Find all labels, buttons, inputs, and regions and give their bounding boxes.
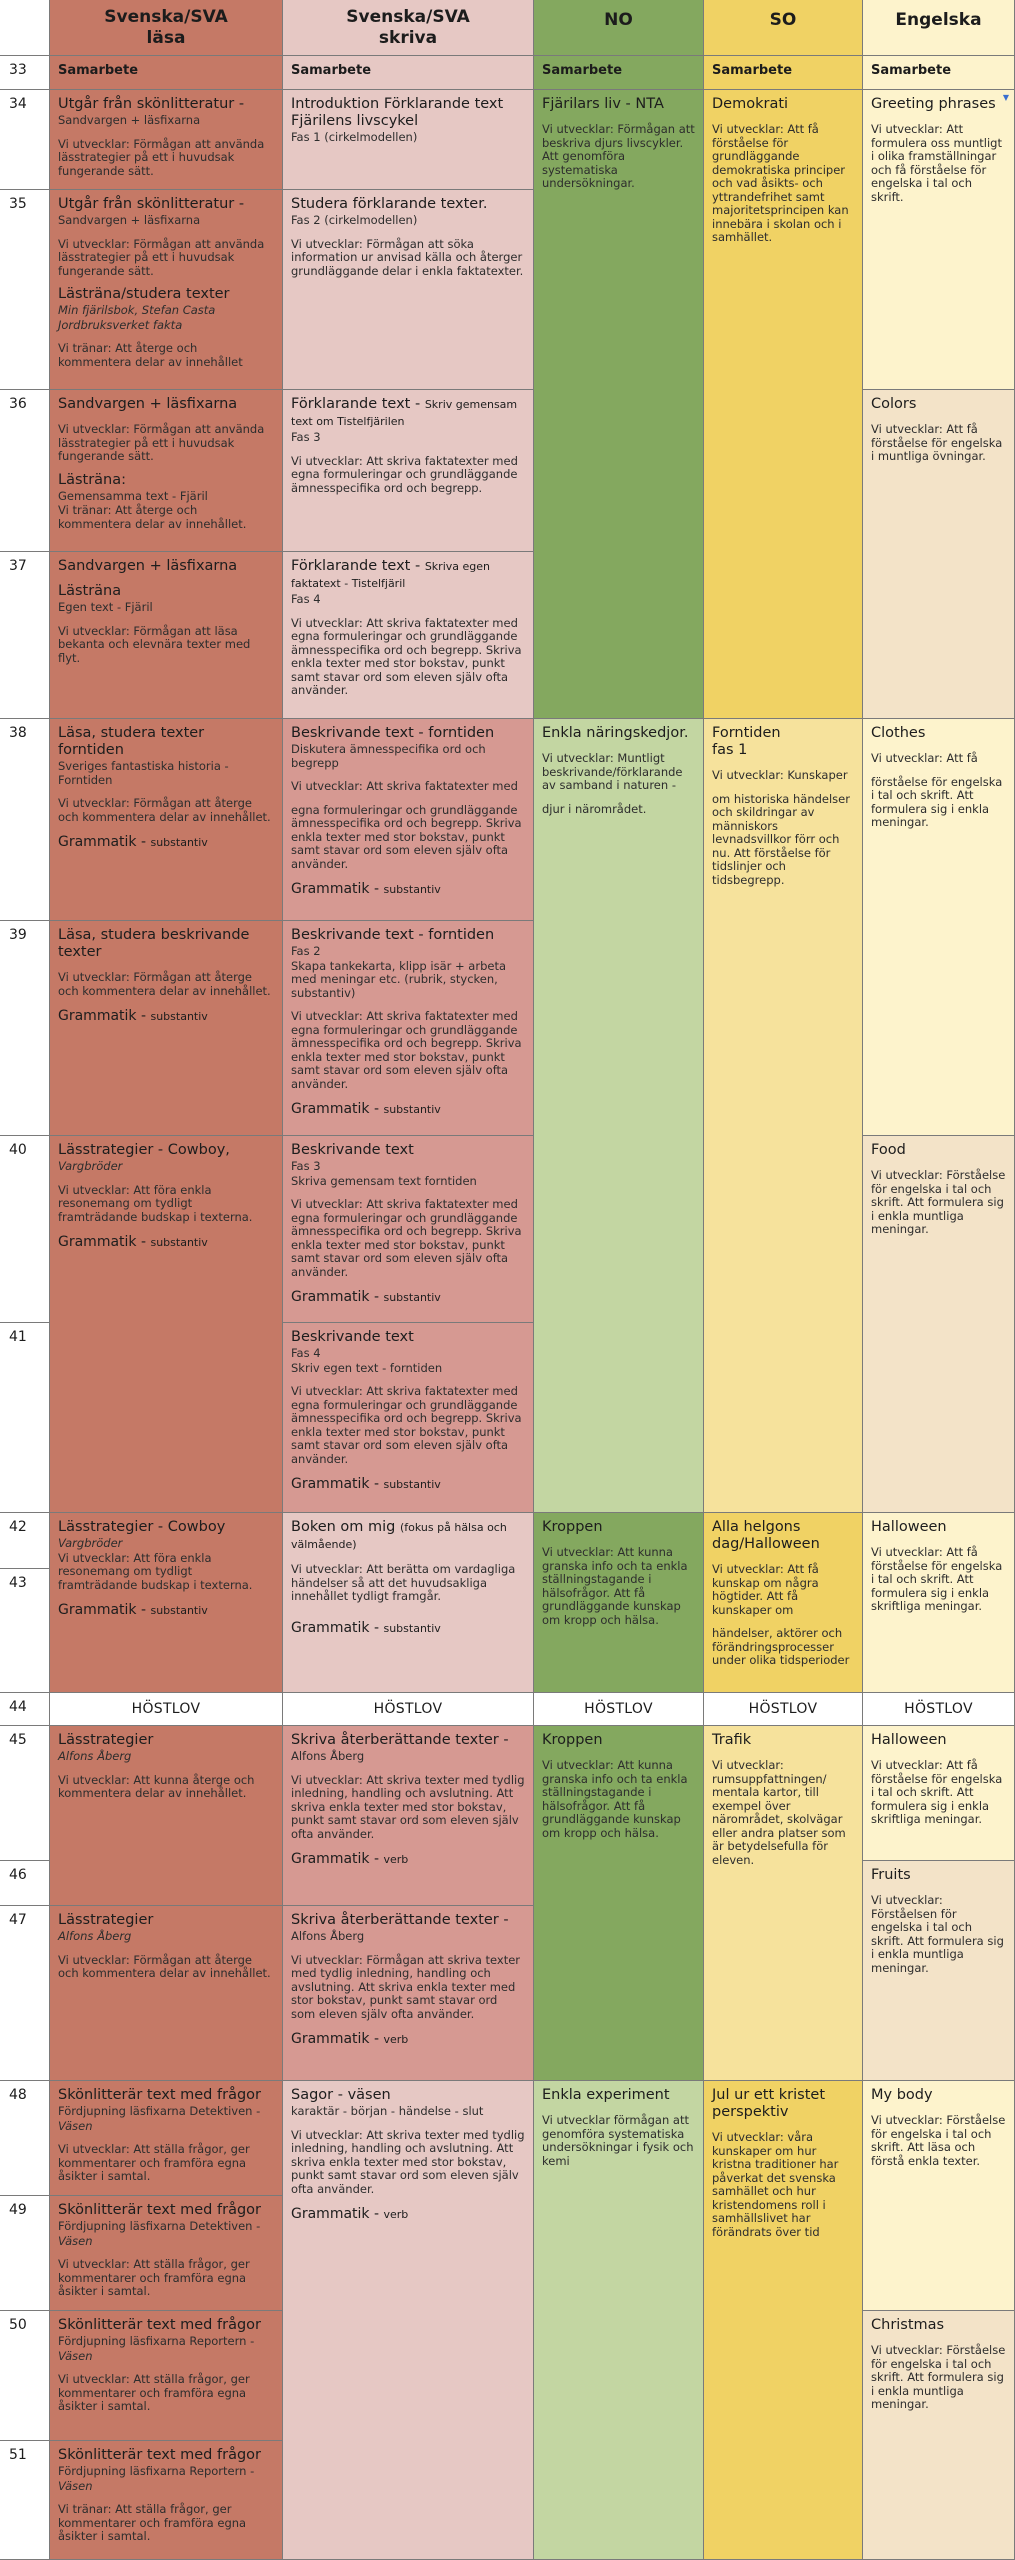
- sva-w45-src: Alfons Åberg: [58, 1749, 132, 1763]
- en-w42-desc: Vi utvecklar: Att få förståelse för engelska i tal och skrift. Att formulera sig i enkla skriftliga meningar.: [871, 1545, 1003, 1613]
- so-w48-title: Jul ur ett kristet perspektiv: [712, 2087, 825, 2120]
- sva-cell-w48[interactable]: [50, 2081, 283, 2196]
- week-36[interactable]: 36: [0, 390, 50, 552]
- sw-w47-src: Alfons Åberg: [291, 1929, 365, 1943]
- week-49[interactable]: 49: [0, 2196, 50, 2311]
- sva-cell-w36[interactable]: [50, 390, 283, 552]
- sw-w48-title: Sagor - väsen: [291, 2087, 391, 2103]
- en-w48-desc: Vi utvecklar: Förståelse för engelska i tal och skrift. Att läsa och förstå enkla texter.: [871, 2113, 1006, 2168]
- no-w34-title: Fjärilars liv - NTA: [542, 96, 664, 112]
- sva-w42-grammar: Grammatik -: [58, 1602, 147, 1618]
- en-w45-title: Halloween: [871, 1732, 947, 1748]
- no-cell-w38-41[interactable]: [534, 719, 704, 1513]
- sw-w36-title: Förklarande text -: [291, 396, 421, 412]
- sw-w40-grammar: Grammatik -: [291, 1289, 380, 1305]
- sw-cell-w37[interactable]: [283, 552, 534, 719]
- hostlov-no[interactable]: HÖSTLOV: [534, 1693, 704, 1726]
- sva-w37-sub2: Egen text - Fjäril: [58, 600, 153, 614]
- week-48[interactable]: 48: [0, 2081, 50, 2196]
- sva-cell-w51[interactable]: [50, 2441, 283, 2560]
- week-45[interactable]: 45: [0, 1726, 50, 1861]
- sva-w38-grammar-sub: substantiv: [150, 836, 208, 849]
- sw-w41-sub: Fas 4: [291, 1346, 321, 1360]
- sw-w35-desc: Vi utvecklar: Förmågan att söka information ur anvisad källa och återger grundläggande delar i enkla faktatexter.: [291, 236, 524, 278]
- sva-w40-grammar-sub: substantiv: [150, 1236, 208, 1249]
- sw-w36-title-sm: Skriv gemensam text om Tistelfjärilen: [291, 398, 518, 428]
- header-svenska-lasa-label: Svenska/SVA läsa: [104, 6, 228, 48]
- en-w48-title: My body: [871, 2087, 933, 2103]
- so-cell-w42-43[interactable]: [704, 1513, 863, 1693]
- sw-cell-w35[interactable]: [283, 190, 534, 390]
- sva-w50-sub: Fördjupning läsfixarna Reportern -: [58, 2334, 255, 2348]
- so-w45-title: Trafik: [712, 1732, 752, 1748]
- sw-cell-w39[interactable]: [283, 921, 534, 1136]
- sva-w38-title: Läsa, studera texter forntiden: [58, 725, 205, 758]
- sva-cell-w37[interactable]: [50, 552, 283, 719]
- sw-w41-sub2: Skriv egen text - forntiden: [291, 1360, 443, 1375]
- sva-w37-title: Sandvargen + läsfixarna: [58, 558, 238, 574]
- no-w38-desc: Vi utvecklar: Muntligt beskrivande/förklarande av samband i naturen -: [542, 751, 683, 792]
- sva-w51-desc: Vi tränar: Att ställa frågor, ger kommentarer och framföra egna åsikter i samtal.: [58, 2502, 247, 2543]
- sw-cell-w40[interactable]: [283, 1136, 534, 1323]
- sva-w45-title: Lässtrategier: [58, 1732, 154, 1748]
- week-43[interactable]: 43: [0, 1569, 50, 1693]
- sw-w39-grammar: Grammatik -: [291, 1101, 380, 1117]
- sw-w37-desc: Vi utvecklar: Att skriva faktatexter med egna formuleringar och grundläggande ämnesspecifika ord och begrepp. Skriva enkla texter med stor bokstav, punkt samt stavar ord som eleven själv ofta använder.: [291, 615, 522, 697]
- sw-w45-grammar-sub: verb: [383, 1853, 409, 1866]
- sva-w39-grammar-sub: substantiv: [150, 1010, 208, 1023]
- sva-w50-src: Väsen: [58, 2348, 93, 2363]
- no-w45-title: Kroppen: [542, 1732, 603, 1748]
- sw-w40-sub: Fas 3: [291, 1159, 321, 1173]
- en-w36-title: Colors: [871, 396, 917, 412]
- dropdown-arrow-icon[interactable]: ▼: [1002, 93, 1009, 102]
- sva-w51-src: Väsen: [58, 2478, 93, 2493]
- en-cell-w38-39[interactable]: [863, 719, 1015, 1136]
- sw-cell-w48-51[interactable]: [283, 2081, 534, 2560]
- sva-w34-desc: Vi utvecklar: Förmågan att använda lässtrategier på ett i huvudsak fungerande sätt.: [58, 136, 265, 178]
- sw-w47-grammar: Grammatik -: [291, 2031, 380, 2047]
- sw-w39-grammar-sub: substantiv: [383, 1103, 441, 1116]
- en-w38-desc: Vi utvecklar: Att få: [871, 751, 978, 765]
- week-34[interactable]: 34: [0, 90, 50, 190]
- sva-w49-title: Skönlitterär text med frågor: [58, 2202, 261, 2218]
- sw-w36-desc: Vi utvecklar: Att skriva faktatexter med egna formuleringar och grundläggande ämnesspecifika ord och begrepp.: [291, 453, 518, 495]
- sw-w45-src: Alfons Åberg: [291, 1749, 365, 1763]
- en-w36-desc: Vi utvecklar: Att få förståelse för engelska i muntliga övningar.: [871, 422, 1003, 463]
- sva-w49-desc: Vi utvecklar: Att ställa frågor, ger kommentarer och framföra egna åsikter i samtal.: [58, 2257, 250, 2298]
- header-svenska-skriva[interactable]: [283, 0, 534, 56]
- week-35[interactable]: 35: [0, 190, 50, 390]
- sw-w41-desc: Vi utvecklar: Att skriva faktatexter med egna formuleringar och grundläggande ämnesspecifika ord och begrepp. Skriva enkla texter med stor bokstav, punkt samt stavar ord som eleven själv ofta använder.: [291, 1384, 522, 1466]
- sva-w48-src: Väsen: [58, 2118, 93, 2133]
- header-so-label: SO: [769, 10, 797, 30]
- sw-w42-title-sm: (fokus på hälsa och välmående): [291, 1521, 507, 1551]
- en-cell-w40-41[interactable]: [863, 1136, 1015, 1513]
- sva-w48-sub: Fördjupning läsfixarna Detektiven -: [58, 2104, 261, 2118]
- sva-w36-sub2: Gemensamma text - Fjäril: [58, 488, 208, 503]
- sva-w48-desc: Vi utvecklar: Att ställa frågor, ger kommentarer och framföra egna åsikter i samtal.: [58, 2142, 250, 2183]
- sva-cell-w35[interactable]: [50, 190, 283, 390]
- en-w46-title: Fruits: [871, 1867, 911, 1883]
- samarbete-so[interactable]: Samarbete: [704, 56, 863, 90]
- week-41[interactable]: 41: [0, 1323, 50, 1513]
- sva-w35-src2: Jordbruksverket fakta: [58, 317, 183, 332]
- so-w42-desc: Vi utvecklar: Att få kunskap om några högtider. Att få kunskaper om: [712, 1562, 819, 1617]
- sva-w40-src: Vargbröder: [58, 1159, 123, 1173]
- sw-w48-desc: Vi utvecklar: Att skriva texter med tydlig inledning, handling och avslutning. Att skriva enkla texter med stor bokstav, punkt samt stavar ord som eleven själv ofta använder.: [291, 2127, 525, 2196]
- sva-cell-w50[interactable]: [50, 2311, 283, 2441]
- so-cell-w38-41[interactable]: [704, 719, 863, 1513]
- sw-w37-title-sm: Skriva egen faktatext - Tistelfjäril: [291, 560, 490, 590]
- sw-w39-title: Beskrivande text - forntiden: [291, 927, 495, 943]
- week-38[interactable]: 38: [0, 719, 50, 921]
- no-cell-w42-43[interactable]: [534, 1513, 704, 1693]
- sw-w37-title: Förklarande text -: [291, 558, 421, 574]
- sva-w39-title: Läsa, studera beskrivande texter: [58, 927, 250, 960]
- sw-w45-grammar: Grammatik -: [291, 1851, 380, 1867]
- week-39[interactable]: 39: [0, 921, 50, 1136]
- sw-w41-title: Beskrivande text: [291, 1329, 414, 1345]
- sva-cell-w34[interactable]: [50, 90, 283, 190]
- no-w34-desc: Vi utvecklar: Förmågan att beskriva djurs livscykler. Att genomföra systematiska undersökningar.: [542, 122, 695, 190]
- en-cell-w45[interactable]: [863, 1726, 1015, 1861]
- header-svenska-lasa[interactable]: [50, 0, 283, 56]
- en-cell-w50-51[interactable]: [863, 2311, 1015, 2560]
- sva-w36-title2: Lästräna:: [58, 471, 127, 488]
- en-cell-w42-43[interactable]: [863, 1513, 1015, 1693]
- sva-w51-sub: Fördjupning läsfixarna Reportern -: [58, 2464, 255, 2478]
- so-w38-desc: Vi utvecklar: Kunskaper: [712, 768, 848, 782]
- sw-w40-grammar-sub: substantiv: [383, 1291, 441, 1304]
- sva-w39-grammar: Grammatik -: [58, 1008, 147, 1024]
- week-33[interactable]: 33: [0, 56, 50, 90]
- sw-w36-sub: Fas 3: [291, 430, 321, 444]
- sva-w34-sub: Sandvargen + läsfixarna: [58, 113, 201, 127]
- sw-w45-desc: Vi utvecklar: Att skriva texter med tydlig inledning, handling och avslutning. Att skriva enkla texter med stor bokstav, punkt samt stavar ord som eleven själv ofta använder.: [291, 1772, 525, 1841]
- sva-w47-title: Lässtrategier: [58, 1912, 154, 1928]
- sw-cell-w34[interactable]: [283, 90, 534, 190]
- so-cell-w48-51[interactable]: [704, 2081, 863, 2560]
- sva-w40-title: Lässtrategier - Cowboy,: [58, 1142, 230, 1158]
- sw-w42-grammar-sub: substantiv: [383, 1621, 441, 1635]
- sw-w47-desc: Vi utvecklar: Förmågan att skriva texter med tydlig inledning, handling och avslutning. Att skriva enkla texter med stor bokstav, punkt samt stavar ord som eleven själv ofta använder.: [291, 1952, 521, 2021]
- sva-w50-title: Skönlitterär text med frågor: [58, 2317, 261, 2333]
- sva-w49-src: Väsen: [58, 2233, 93, 2248]
- no-w42-title: Kroppen: [542, 1519, 603, 1535]
- sva-cell-w40-41[interactable]: [50, 1136, 283, 1513]
- sva-w37-title2: Lästräna: [58, 583, 122, 599]
- sva-w35-title: Utgår från skönlitteratur -: [58, 196, 245, 212]
- en-w34-desc: Vi utvecklar: Att formulera oss muntligt i olika framställningar och få förståelse för engelska i tal och skrift.: [871, 122, 1002, 204]
- so-w42-desc2: händelser, aktörer och förändringsprocesser under olika tidsperioder: [712, 1626, 850, 1667]
- samarbete-no[interactable]: Samarbete: [534, 56, 704, 90]
- sva-w36-desc: Vi utvecklar: Förmågan att använda lässtrategier på ett i huvudsak fungerande sätt.: [58, 422, 265, 463]
- sw-w40-title: Beskrivande text: [291, 1142, 414, 1158]
- so-w34-title: Demokrati: [712, 96, 789, 112]
- no-w38-desc2: djur i närområdet.: [542, 801, 647, 816]
- sw-w34-title-b: Fjärilens livscykel: [291, 113, 419, 129]
- sw-w42-title: Boken om mig: [291, 1519, 396, 1535]
- sva-w36-title: Sandvargen + läsfixarna: [58, 396, 238, 412]
- sw-w39-sub: Fas 2: [291, 944, 321, 958]
- sva-w45-desc: Vi utvecklar: Att kunna återge och kommentera delar av innehållet.: [58, 1772, 255, 1800]
- en-w50-desc: Vi utvecklar: Förståelse för engelska i tal och skrift. Att formulera sig i enkla muntliga meningar.: [871, 2343, 1006, 2411]
- header-no[interactable]: [534, 0, 704, 56]
- header-no-label: NO: [604, 10, 633, 30]
- sva-w47-desc: Vi utvecklar: Förmågan att återge och kommentera delar av innehållet.: [58, 1952, 271, 1980]
- week-42[interactable]: 42: [0, 1513, 50, 1569]
- en-cell-w46-47[interactable]: [863, 1861, 1015, 2081]
- sva-cell-w42-43[interactable]: [50, 1513, 283, 1693]
- so-w38-title: Forntiden: [712, 725, 781, 741]
- sw-cell-w42-43[interactable]: [283, 1513, 534, 1693]
- sva-w35-desc: Vi utvecklar: Förmågan att använda lässtrategier på ett i huvudsak fungerande sätt.: [58, 236, 265, 278]
- no-w42-desc: Vi utvecklar: Att kunna granska info och ta enkla ställningstagande i hälsofrågor. Att få grundläggande kunskap om kropp och hälsa.: [542, 1545, 688, 1627]
- no-cell-w45-47[interactable]: [534, 1726, 704, 2081]
- sw-w41-grammar: Grammatik -: [291, 1476, 380, 1492]
- sva-w38-grammar: Grammatik -: [58, 834, 147, 850]
- sva-w38-sub: Sveriges fantastiska historia - Forntiden: [58, 759, 229, 787]
- so-w38-title2: fas 1: [712, 742, 748, 758]
- week-40[interactable]: 40: [0, 1136, 50, 1323]
- week-44[interactable]: 44: [0, 1693, 50, 1726]
- hostlov-so[interactable]: HÖSTLOV: [704, 1693, 863, 1726]
- sva-w34-title: Utgår från skönlitteratur -: [58, 96, 245, 112]
- sva-w42-grammar-sub: substantiv: [150, 1604, 208, 1617]
- sw-cell-w36[interactable]: [283, 390, 534, 552]
- sva-w40-grammar: Grammatik -: [58, 1234, 147, 1250]
- sva-cell-w49[interactable]: [50, 2196, 283, 2311]
- sw-w47-title: Skriva återberättande texter -: [291, 1912, 509, 1928]
- week-37[interactable]: 37: [0, 552, 50, 719]
- so-w42-title: Alla helgons dag/Halloween: [712, 1519, 820, 1552]
- header-engelska-label: Engelska: [895, 10, 982, 30]
- no-w48-desc: Vi utvecklar förmågan att genomföra systematiska undersökningar i fysik och kemi: [542, 2113, 694, 2168]
- sva-w39-desc: Vi utvecklar: Förmågan att återge och kommentera delar av innehållet.: [58, 970, 271, 998]
- no-cell-w48-51[interactable]: [534, 2081, 704, 2560]
- en-cell-w36-37[interactable]: [863, 390, 1015, 719]
- week-50[interactable]: 50: [0, 2311, 50, 2441]
- sva-w42-desc: Vi utvecklar: Att föra enkla resonemang om tydligt framträdande budskap i texterna.: [58, 1550, 253, 1592]
- sw-w34-title: Introduktion Förklarande text: [291, 96, 504, 112]
- sva-cell-w45-46[interactable]: [50, 1726, 283, 1906]
- sw-w39-sub2: Skapa tankekarta, klipp isär + arbeta med meningar etc. (rubrik, stycken, substantiv): [291, 958, 506, 1000]
- sva-w49-sub: Fördjupning läsfixarna Detektiven -: [58, 2219, 261, 2233]
- sw-w40-desc: Vi utvecklar: Att skriva faktatexter med egna formuleringar och grundläggande ämnesspecifika ord och begrepp. Skriva enkla texter med stor bokstav, punkt samt stavar ord som eleven själv ofta använder.: [291, 1197, 522, 1279]
- no-w48-title: Enkla experiment: [542, 2087, 670, 2103]
- hostlov-svenska-lasa[interactable]: HÖSTLOV: [50, 1693, 283, 1726]
- en-w42-title: Halloween: [871, 1519, 947, 1535]
- sva-w48-title: Skönlitterär text med frågor: [58, 2087, 261, 2103]
- sw-cell-w47[interactable]: [283, 1906, 534, 2081]
- sva-w50-desc: Vi utvecklar: Att ställa frågor, ger kommentarer och framföra egna åsikter i samtal.: [58, 2372, 250, 2413]
- header-week-cell[interactable]: [0, 0, 50, 56]
- header-engelska[interactable]: [863, 0, 1015, 56]
- en-w45-desc: Vi utvecklar: Att få förståelse för engelska i tal och skrift. Att formulera sig i enkla skriftliga meningar.: [871, 1758, 1003, 1826]
- en-w46-desc: Vi utvecklar: Förståelsen för engelska i tal och skrift. Att formulera sig i enkla muntliga meningar.: [871, 1893, 1004, 1975]
- sw-w37-sub: Fas 4: [291, 592, 321, 606]
- en-cell-w34-35[interactable]: [863, 90, 1015, 390]
- sw-w48-grammar-sub: verb: [383, 2208, 409, 2221]
- sw-w34-sub: Fas 1 (cirkelmodellen): [291, 130, 418, 144]
- sw-w42-grammar: Grammatik -: [291, 1619, 380, 1636]
- sw-cell-w38[interactable]: [283, 719, 534, 921]
- sw-w38-grammar: Grammatik -: [291, 881, 380, 897]
- sw-w45-title: Skriva återberättande texter -: [291, 1732, 509, 1748]
- sw-w38-desc2: egna formuleringar och grundläggande ämnesspecifika ord och begrepp. Skriva enkla texter med stor bokstav, punkt samt stavar ord som eleven själv ofta använder.: [291, 802, 522, 871]
- sva-w47-src: Alfons Åberg: [58, 1929, 132, 1943]
- sw-cell-w45-46[interactable]: [283, 1726, 534, 1906]
- hostlov-svenska-skriva[interactable]: HÖSTLOV: [283, 1693, 534, 1726]
- week-46[interactable]: 46: [0, 1861, 50, 1906]
- sw-cell-w41[interactable]: [283, 1323, 534, 1513]
- sw-w39-desc: Vi utvecklar: Att skriva faktatexter med egna formuleringar och grundläggande ämnesspecifika ord och begrepp. Skriva enkla texter med stor bokstav, punkt samt stavar ord som eleven själv ofta använder.: [291, 1009, 522, 1091]
- samarbete-svenska-lasa[interactable]: Samarbete: [50, 56, 283, 90]
- sva-w35-src1: Min fjärilsbok, Stefan Casta: [58, 303, 216, 317]
- so-w48-desc: Vi utvecklar: våra kunskaper om hur kristna traditioner har påverkat det svenska samhället och hur kristendomens roll i samhällslivet har förändrats över tid: [712, 2130, 839, 2239]
- en-w40-desc: Vi utvecklar: Förståelse för engelska i tal och skrift. Att formulera sig i enkla muntliga meningar.: [871, 1168, 1006, 1236]
- so-cell-w45-47[interactable]: [704, 1726, 863, 2081]
- sva-w42-src: Vargbröder: [58, 1536, 123, 1550]
- header-so[interactable]: [704, 0, 863, 56]
- en-w50-title: Christmas: [871, 2317, 945, 2333]
- sw-w47-grammar-sub: verb: [383, 2033, 409, 2046]
- sw-w38-grammar-sub: substantiv: [383, 883, 441, 896]
- no-cell-w34-37[interactable]: [534, 90, 704, 719]
- so-w34-desc: Vi utvecklar: Att få förståelse för grundläggande demokratiska principer och vad åsikts- och yttrandefrihet samt majoritetsprincipen kan innebära i skolan och i samhället.: [712, 122, 849, 244]
- samarbete-engelska[interactable]: Samarbete: [863, 56, 1015, 90]
- no-w45-desc: Vi utvecklar: Att kunna granska info och ta enkla ställningstagande i hälsofrågor. Att få grundläggande kunskap om kropp och hälsa.: [542, 1758, 688, 1840]
- so-w45-desc: Vi utvecklar: rumsuppfattningen/ mentala kartor, till exempel över närområdet, skolvägar eller andra platser som är betydelsefulla för eleven.: [712, 1758, 846, 1867]
- sw-w48-grammar: Grammatik -: [291, 2206, 380, 2222]
- sva-w36-desc2: Vi tränar: Att återge och kommentera delar av innehållet.: [58, 503, 247, 531]
- so-cell-w34-37[interactable]: [704, 90, 863, 719]
- sva-cell-w38[interactable]: [50, 719, 283, 921]
- sva-w37-desc2: Vi utvecklar: Förmågan att läsa bekanta och elevnära texter med flyt.: [58, 623, 251, 665]
- sva-cell-w47[interactable]: [50, 1906, 283, 2081]
- samarbete-svenska-skriva[interactable]: Samarbete: [283, 56, 534, 90]
- sva-w40-desc: Vi utvecklar: Att föra enkla resonemang om tydligt framträdande budskap i texterna.: [58, 1182, 253, 1224]
- en-w38-desc2: förståelse för engelska i tal och skrift. Att formulera sig i enkla meningar.: [871, 774, 1003, 829]
- no-w38-title: Enkla näringskedjor.: [542, 725, 689, 741]
- sva-w35-desc2: Vi tränar: Att återge och kommentera delar av innehållet: [58, 341, 243, 369]
- sw-w38-desc: Vi utvecklar: Att skriva faktatexter med: [291, 779, 518, 793]
- week-51[interactable]: 51: [0, 2441, 50, 2560]
- sw-w41-grammar-sub: substantiv: [383, 1478, 441, 1491]
- sw-w40-sub2: Skriva gemensam text forntiden: [291, 1173, 477, 1188]
- sva-w38-desc: Vi utvecklar: Förmågan att återge och kommentera delar av innehållet.: [58, 796, 271, 824]
- en-w38-title: Clothes: [871, 725, 926, 741]
- hostlov-engelska[interactable]: HÖSTLOV: [863, 1693, 1015, 1726]
- sva-cell-w39[interactable]: [50, 921, 283, 1136]
- so-w38-desc2: om historiska händelser och skildringar av människors levnadsvillkor förr och nu. Att förståelse för tidslinjer och tidsbegrepp.: [712, 791, 850, 887]
- sw-w38-title: Beskrivande text - forntiden: [291, 725, 495, 741]
- week-47[interactable]: 47: [0, 1906, 50, 2081]
- sva-w35-title2: Lästräna/studera texter: [58, 286, 230, 302]
- en-w40-title: Food: [871, 1142, 906, 1158]
- header-svenska-skriva-label: Svenska/SVA skriva: [346, 6, 470, 48]
- sva-w35-sub: Sandvargen + läsfixarna: [58, 213, 201, 227]
- sw-w35-title: Studera förklarande texter.: [291, 196, 488, 212]
- sva-w42-title: Lässtrategier - Cowboy: [58, 1519, 226, 1535]
- sw-w48-sub: karaktär - början - händelse - slut: [291, 2104, 484, 2118]
- sva-w51-title: Skönlitterär text med frågor: [58, 2447, 261, 2463]
- en-cell-w48-49[interactable]: [863, 2081, 1015, 2311]
- sw-w38-sub: Diskutera ämnesspecifika ord och begrepp: [291, 742, 486, 770]
- en-w34-title: Greeting phrases: [871, 96, 996, 112]
- sw-w42-desc: Vi utvecklar: Att berätta om vardagliga händelser så att det huvudsakliga innehållet tydligt framgår.: [291, 1562, 516, 1603]
- sw-w35-sub: Fas 2 (cirkelmodellen): [291, 213, 418, 227]
